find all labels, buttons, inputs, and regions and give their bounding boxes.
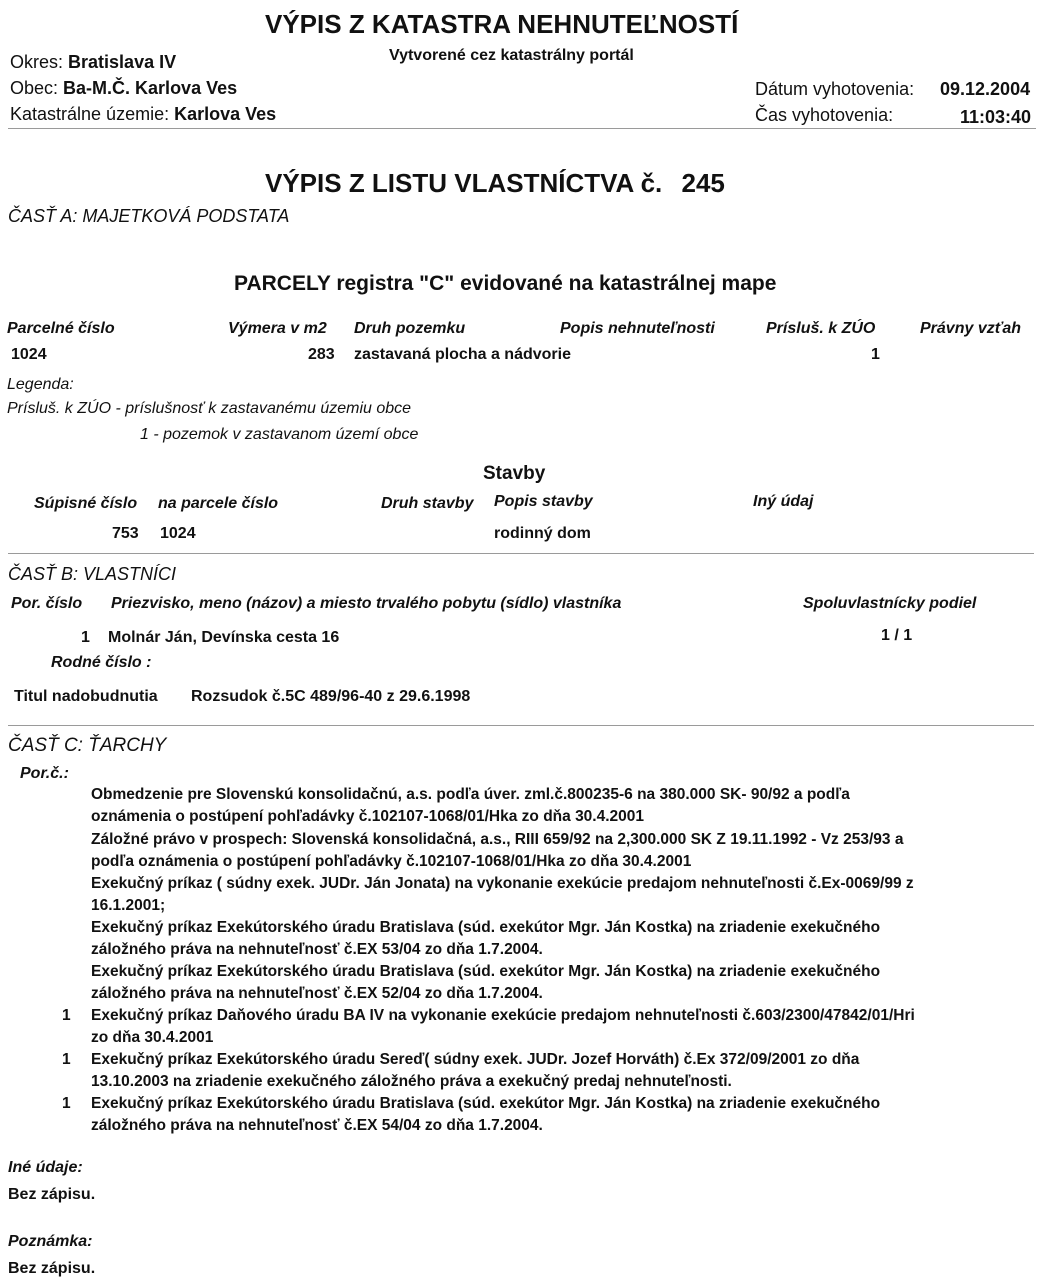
por-c-label: Por.č.: bbox=[20, 765, 69, 782]
katastralne-uzemie-label: Katastrálne územie: bbox=[10, 104, 170, 124]
parcel-area: 283 bbox=[308, 346, 335, 363]
encumbrance-line: oznámenia o postúpení pohľadávky č.102107-1068/01/Hka zo dňa 30.4.2001 bbox=[91, 808, 645, 825]
col-druh-pozemku: Druh pozemku bbox=[354, 320, 466, 337]
part-b-divider bbox=[8, 725, 1034, 726]
encumbrance-line: zo dňa 30.4.2001 bbox=[91, 1029, 214, 1046]
col-spoluvlastnicky-podiel: Spoluvlastnícky podiel bbox=[803, 595, 977, 612]
poznamka-label: Poznámka: bbox=[8, 1233, 93, 1250]
encumbrance-number: 1 bbox=[62, 1007, 71, 1024]
okres-label: Okres: bbox=[10, 52, 64, 72]
rodne-cislo-label: Rodné číslo : bbox=[51, 654, 152, 671]
header-divider bbox=[8, 128, 1036, 129]
col-popis-stavby: Popis stavby bbox=[494, 493, 593, 510]
col-prislus-zuo: Prísluš. k ZÚO bbox=[766, 320, 876, 337]
parcel-zuo: 1 bbox=[871, 346, 880, 363]
col-por-cislo: Por. číslo bbox=[11, 595, 83, 612]
part-c-heading: ČASŤ C: ŤARCHY bbox=[8, 735, 167, 756]
ine-udaje-label: Iné údaje: bbox=[8, 1159, 83, 1176]
lv-title-text: VÝPIS Z LISTU VLASTNÍCTVA č. bbox=[265, 168, 663, 198]
encumbrance-line: Exekučný príkaz Exekútorského úradu Bratislava (súd. exekútor Mgr. Ján Kostka) na zriadenie exekučného bbox=[91, 919, 881, 936]
cas-label: Čas vyhotovenia: bbox=[755, 105, 894, 125]
legend-title: Legenda: bbox=[7, 376, 74, 393]
obec-value: Ba-M.Č. Karlova Ves bbox=[63, 78, 238, 98]
katastralne-uzemie-line bbox=[10, 104, 276, 125]
ine-udaje-value: Bez zápisu. bbox=[8, 1186, 96, 1203]
encumbrance-line: Exekučný príkaz Exekútorského úradu Bratislava (súd. exekútor Mgr. Ján Kostka) na zriadenie exekučného bbox=[91, 963, 881, 980]
cas-value: 11:03:40 bbox=[960, 107, 1032, 127]
datum-value: 09.12.2004 bbox=[940, 79, 1031, 99]
obec-label: Obec: bbox=[10, 78, 59, 98]
col-na-parcele-cislo: na parcele číslo bbox=[158, 495, 279, 512]
encumbrance-number: 1 bbox=[62, 1095, 71, 1112]
obec-line bbox=[10, 78, 237, 99]
encumbrance-line: 13.10.2003 na zriadenie exekučného záložného práva a exekučný predaj nehnuteľnosti. bbox=[91, 1073, 732, 1090]
titul-label: Titul nadobudnutia bbox=[14, 688, 158, 705]
katastralne-uzemie-value: Karlova Ves bbox=[174, 104, 277, 124]
lv-title bbox=[265, 168, 725, 199]
encumbrance-line: podľa oznámenia o postúpení pohľadávky č.102107-1068/01/Hka zo dňa 30.4.2001 bbox=[91, 853, 692, 870]
encumbrance-line: Exekučný príkaz Exekútorského úradu Sereď( súdny exek. JUDr. Jozef Horváth) č.Ex 372/09/2001 zo dňa bbox=[91, 1051, 860, 1068]
stavba-supisne: 753 bbox=[112, 525, 139, 542]
legend-line-2: 1 - pozemok v zastavanom území obce bbox=[140, 426, 419, 443]
encumbrance-line: Exekučný príkaz ( súdny exek. JUDr. Ján Jonata) na vykonanie exekúcie predajom nehnuteľnosti č.Ex-0069/99 z bbox=[91, 875, 914, 892]
col-parcelne-cislo: Parcelné číslo bbox=[7, 320, 115, 337]
document-subtitle: Vytvorené cez katastrálny portál bbox=[389, 47, 634, 64]
encumbrance-line: záložného práva na nehnuteľnosť č.EX 54/04 zo dňa 1.7.2004. bbox=[91, 1117, 543, 1134]
stavba-popis: rodinný dom bbox=[494, 525, 591, 542]
col-druh-stavby: Druh stavby bbox=[381, 495, 474, 512]
parcel-type: zastavaná plocha a nádvorie bbox=[354, 346, 571, 363]
lv-number: 245 bbox=[681, 168, 725, 198]
poznamka-value: Bez zápisu. bbox=[8, 1260, 96, 1277]
encumbrance-number: 1 bbox=[62, 1051, 71, 1068]
encumbrance-line: Exekučný príkaz Daňového úradu BA IV na vykonanie exekúcie predajom nehnuteľnosti č.603/2300/47842/01/Hri bbox=[91, 1007, 915, 1024]
parcel-number: 1024 bbox=[11, 346, 47, 363]
part-a-heading: ČASŤ A: MAJETKOVÁ PODSTATA bbox=[8, 206, 290, 226]
stavby-title: Stavby bbox=[483, 463, 546, 484]
col-supisne-cislo: Súpisné číslo bbox=[34, 495, 138, 512]
encumbrance-line: 16.1.2001; bbox=[91, 897, 166, 914]
legend-line-1: Prísluš. k ZÚO - príslušnosť k zastavanému územiu obce bbox=[7, 400, 412, 417]
titul-value: Rozsudok č.5C 489/96-40 z 29.6.1998 bbox=[191, 688, 471, 705]
stavba-parcela: 1024 bbox=[160, 525, 196, 542]
col-vymera: Výmera v m2 bbox=[228, 320, 327, 337]
owner-share: 1 / 1 bbox=[881, 627, 913, 644]
datum-label: Dátum vyhotovenia: bbox=[755, 79, 915, 99]
document-title: VÝPIS Z KATASTRA NEHNUTEĽNOSTÍ bbox=[265, 9, 739, 39]
encumbrance-line: záložného práva na nehnuteľnosť č.EX 53/04 zo dňa 1.7.2004. bbox=[91, 941, 543, 958]
part-a-divider bbox=[8, 553, 1034, 554]
okres-value: Bratislava IV bbox=[68, 52, 177, 72]
owner-name: Molnár Ján, Devínska cesta 16 bbox=[108, 629, 340, 646]
encumbrance-line: Exekučný príkaz Exekútorského úradu Bratislava (súd. exekútor Mgr. Ján Kostka) na zriadenie exekučného bbox=[91, 1095, 881, 1112]
encumbrance-line: Záložné právo v prospech: Slovenská konsolidačná, a.s., RIII 659/92 na 2,300.000 SK Z 19.11.1992 - Vz 253/93 a bbox=[91, 831, 904, 848]
owner-number: 1 bbox=[81, 629, 90, 646]
col-popis-nehnutelnosti: Popis nehnuteľnosti bbox=[560, 320, 715, 337]
part-b-heading: ČASŤ B: VLASTNÍCI bbox=[8, 564, 177, 584]
encumbrance-line: Obmedzenie pre Slovenskú konsolidačnú, a.s. podľa úver. zml.č.800235-6 na 380.000 SK- 90/92 a podľa bbox=[91, 786, 850, 803]
okres-line bbox=[10, 52, 176, 73]
col-owner-name: Priezvisko, meno (názov) a miesto trvalého pobytu (sídlo) vlastníka bbox=[111, 595, 622, 612]
col-pravny-vztah: Právny vzťah bbox=[920, 320, 1022, 337]
parcels-title: PARCELY registra "C" evidované na katastrálnej mape bbox=[234, 272, 777, 295]
col-iny-udaj: Iný údaj bbox=[753, 493, 814, 510]
encumbrance-line: záložného práva na nehnuteľnosť č.EX 52/04 zo dňa 1.7.2004. bbox=[91, 985, 543, 1002]
